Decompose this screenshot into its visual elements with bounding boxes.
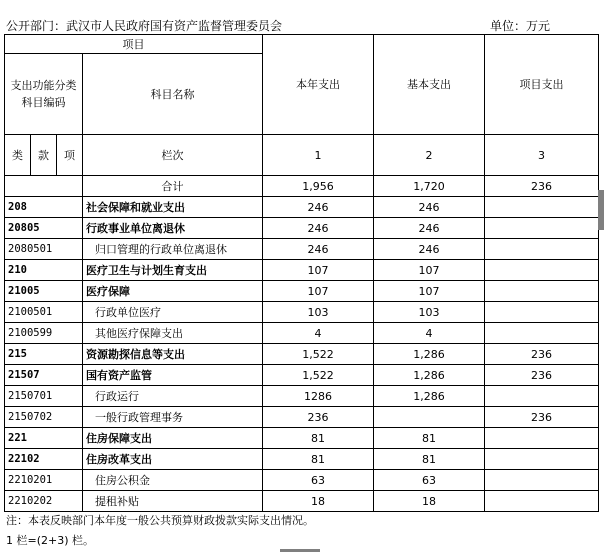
row-current: 236 [263, 407, 374, 428]
lanci-2: 2 [374, 135, 485, 176]
row-current: 63 [263, 470, 374, 491]
row-current: 1,522 [263, 344, 374, 365]
row-name: 资源勘探信息等支出 [83, 344, 263, 365]
header-subject-name: 科目名称 [83, 54, 263, 135]
row-project [485, 197, 599, 218]
table-row [5, 323, 599, 344]
row-basic [374, 407, 485, 428]
row-code: 2080501 [5, 239, 83, 260]
table-row [5, 302, 599, 323]
row-code: 215 [5, 344, 83, 365]
row-project [485, 491, 599, 512]
header-xiang: 项 [57, 135, 83, 176]
total-basic: 1,720 [374, 176, 485, 197]
table-row [5, 386, 599, 407]
row-basic: 81 [374, 449, 485, 470]
row-project [485, 428, 599, 449]
row-name: 社会保障和就业支出 [83, 197, 263, 218]
row-current: 246 [263, 239, 374, 260]
table-row [5, 491, 599, 512]
row-current: 81 [263, 449, 374, 470]
row-code: 21005 [5, 281, 83, 302]
scrollbar-thumb[interactable] [598, 190, 604, 230]
department-label: 公开部门：武汉市人民政府国有资产监督管理委员会 [6, 19, 283, 33]
row-basic: 246 [374, 197, 485, 218]
row-current: 81 [263, 428, 374, 449]
header-current-year: 本年支出 [263, 35, 374, 135]
row-basic: 107 [374, 281, 485, 302]
row-project [485, 449, 599, 470]
row-current: 4 [263, 323, 374, 344]
row-name: 行政事业单位离退休 [83, 218, 263, 239]
lanci-3: 3 [485, 135, 599, 176]
total-label: 合计 [83, 176, 263, 197]
row-name: 住房改革支出 [83, 449, 263, 470]
lanci-label: 栏次 [83, 135, 263, 176]
row-current: 246 [263, 197, 374, 218]
row-name: 其他医疗保障支出 [83, 323, 263, 344]
lanci-1: 1 [263, 135, 374, 176]
row-name: 住房公积金 [83, 470, 263, 491]
row-project [485, 281, 599, 302]
row-code: 2150702 [5, 407, 83, 428]
row-project [485, 218, 599, 239]
row-code: 20805 [5, 218, 83, 239]
row-code: 2100501 [5, 302, 83, 323]
row-project [485, 239, 599, 260]
row-project: 236 [485, 365, 599, 386]
row-project [485, 323, 599, 344]
row-project [485, 302, 599, 323]
header-project-expense: 项目支出 [485, 35, 599, 135]
row-current: 18 [263, 491, 374, 512]
row-code: 22102 [5, 449, 83, 470]
row-current: 1286 [263, 386, 374, 407]
row-project [485, 470, 599, 491]
row-name: 医疗卫生与计划生育支出 [83, 260, 263, 281]
header-lei: 类 [5, 135, 31, 176]
header-project: 项目 [5, 35, 263, 54]
row-name: 归口管理的行政单位离退休 [83, 239, 263, 260]
table-row [5, 365, 599, 386]
total-project: 236 [485, 176, 599, 197]
row-code: 210 [5, 260, 83, 281]
row-basic: 81 [374, 428, 485, 449]
row-current: 103 [263, 302, 374, 323]
table-row [5, 260, 599, 281]
row-basic: 1,286 [374, 365, 485, 386]
row-project [485, 260, 599, 281]
table-row [5, 428, 599, 449]
row-current: 107 [263, 281, 374, 302]
header-kuan: 款 [31, 135, 57, 176]
row-basic: 1,286 [374, 386, 485, 407]
table-row [5, 239, 599, 260]
table-row [5, 197, 599, 218]
row-current: 246 [263, 218, 374, 239]
table-row [5, 344, 599, 365]
row-project: 236 [485, 344, 599, 365]
row-basic: 246 [374, 239, 485, 260]
total-current: 1,956 [263, 176, 374, 197]
row-name: 住房保障支出 [83, 428, 263, 449]
row-current: 1,522 [263, 365, 374, 386]
row-basic: 1,286 [374, 344, 485, 365]
header-func-code: 支出功能分类科目编码 [5, 54, 83, 135]
note-text: 注：本表反映部门本年度一般公共预算财政拨款实际支出情况。 [6, 514, 314, 527]
row-code: 21507 [5, 365, 83, 386]
table-row [5, 407, 599, 428]
row-basic: 18 [374, 491, 485, 512]
row-code: 2210201 [5, 470, 83, 491]
total-code [5, 176, 83, 197]
row-basic: 103 [374, 302, 485, 323]
row-basic: 107 [374, 260, 485, 281]
row-code: 2150701 [5, 386, 83, 407]
row-code: 2210202 [5, 491, 83, 512]
table-row [5, 218, 599, 239]
row-code: 221 [5, 428, 83, 449]
row-project [485, 386, 599, 407]
row-current: 107 [263, 260, 374, 281]
row-name: 行政单位医疗 [83, 302, 263, 323]
row-name: 一般行政管理事务 [83, 407, 263, 428]
expenditure-table [4, 34, 599, 512]
row-name: 提租补贴 [83, 491, 263, 512]
table-row [5, 281, 599, 302]
row-basic: 63 [374, 470, 485, 491]
note-formula: 1 栏=(2+3) 栏。 [6, 534, 95, 547]
row-basic: 246 [374, 218, 485, 239]
row-code: 208 [5, 197, 83, 218]
row-name: 医疗保障 [83, 281, 263, 302]
row-code: 2100599 [5, 323, 83, 344]
unit-label: 单位：万元 [490, 19, 551, 33]
header-basic: 基本支出 [374, 35, 485, 135]
table-row [5, 449, 599, 470]
table-row [5, 470, 599, 491]
row-name: 行政运行 [83, 386, 263, 407]
row-project: 236 [485, 407, 599, 428]
row-name: 国有资产监管 [83, 365, 263, 386]
row-basic: 4 [374, 323, 485, 344]
